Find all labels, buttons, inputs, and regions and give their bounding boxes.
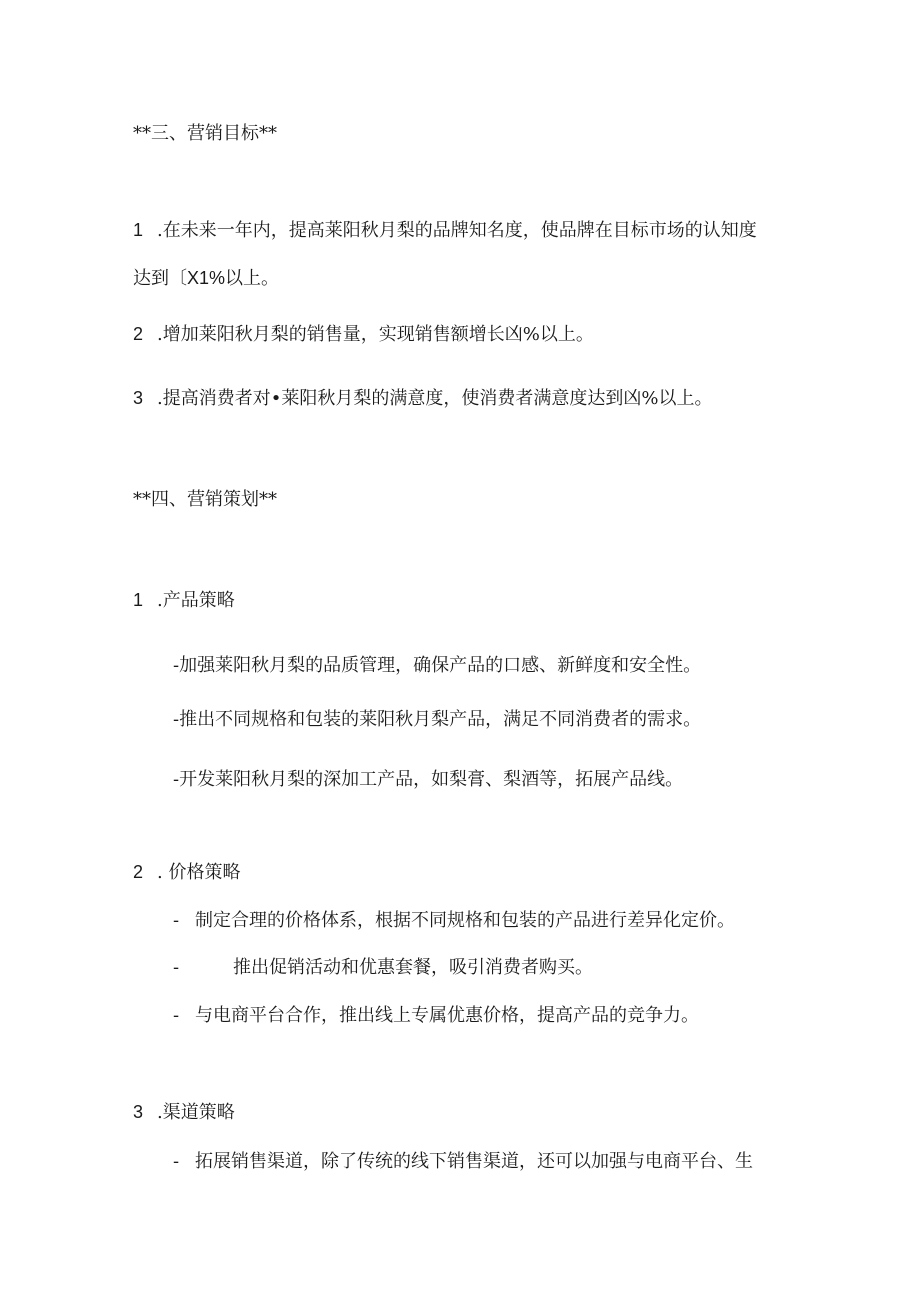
product-bullet-2: -推出不同规格和包装的莱阳秋月梨产品，满足不同消费者的需求。	[173, 709, 702, 730]
price-bullet-2-text: 推出促销活动和优惠套餐，吸引消费者购买。	[233, 957, 593, 978]
goal-item-3-text: .提高消费者对•莱阳秋月梨的满意度，使消费者满意度达到凶%以上。	[157, 388, 713, 409]
channel-bullet-1	[173, 1150, 753, 1174]
goal-item-2-number: 2	[133, 324, 144, 344]
channel-strategy-number: 3	[133, 1102, 144, 1122]
channel-bullet-1-dash: -	[173, 1151, 180, 1172]
channel-strategy-label: .渠道策略	[157, 1102, 235, 1123]
section-4-heading: **四、营销策划**	[133, 489, 277, 510]
product-strategy-number: 1	[133, 590, 144, 610]
goal-item-2	[133, 322, 594, 347]
goal-item-3	[133, 386, 712, 411]
price-bullet-2-dash: -	[173, 957, 180, 978]
goal-item-1-number: 1	[133, 220, 144, 240]
price-bullet-1-dash: -	[173, 910, 180, 931]
goal-item-1-value: X1%	[187, 268, 226, 288]
goal-item-1-text: .在未来一年内，提高莱阳秋月梨的品牌知名度，使品牌在目标市场的认知度	[157, 220, 757, 241]
price-strategy-label: . 价格策略	[157, 862, 241, 883]
price-bullet-3-dash: -	[173, 1005, 180, 1026]
product-strategy-title	[133, 588, 235, 613]
price-bullet-1-text: 制定合理的价格体系，根据不同规格和包装的产品进行差异化定价。	[195, 910, 735, 931]
price-strategy-number: 2	[133, 862, 144, 882]
price-bullet-2	[173, 956, 593, 980]
goal-item-1-prefix: 达到〔	[133, 268, 187, 289]
price-bullet-1	[173, 909, 735, 933]
section-3-heading: **三、营销目标**	[133, 123, 277, 144]
goal-item-1	[133, 218, 757, 243]
price-bullet-3-text: 与电商平台合作，推出线上专属优惠价格，提高产品的竞争力。	[195, 1005, 699, 1026]
price-strategy-title	[133, 860, 240, 885]
price-bullet-3	[173, 1004, 699, 1028]
product-bullet-3: -开发莱阳秋月梨的深加工产品，如梨膏、梨酒等，拓展产品线。	[173, 769, 684, 790]
product-bullet-1: -加强莱阳秋月梨的品质管理，确保产品的口感、新鲜度和安全性。	[173, 655, 702, 676]
product-strategy-label: .产品策略	[157, 590, 235, 611]
goal-item-2-text: .增加莱阳秋月梨的销售量，实现销售额增长凶%以上。	[157, 324, 594, 345]
goal-item-3-number: 3	[133, 388, 144, 408]
channel-strategy-title	[133, 1100, 235, 1125]
goal-item-1-suffix: 以上。	[225, 268, 280, 289]
goal-item-1-continuation	[133, 266, 279, 291]
channel-bullet-1-text: 拓展销售渠道，除了传统的线下销售渠道，还可以加强与电商平台、生	[195, 1151, 753, 1172]
